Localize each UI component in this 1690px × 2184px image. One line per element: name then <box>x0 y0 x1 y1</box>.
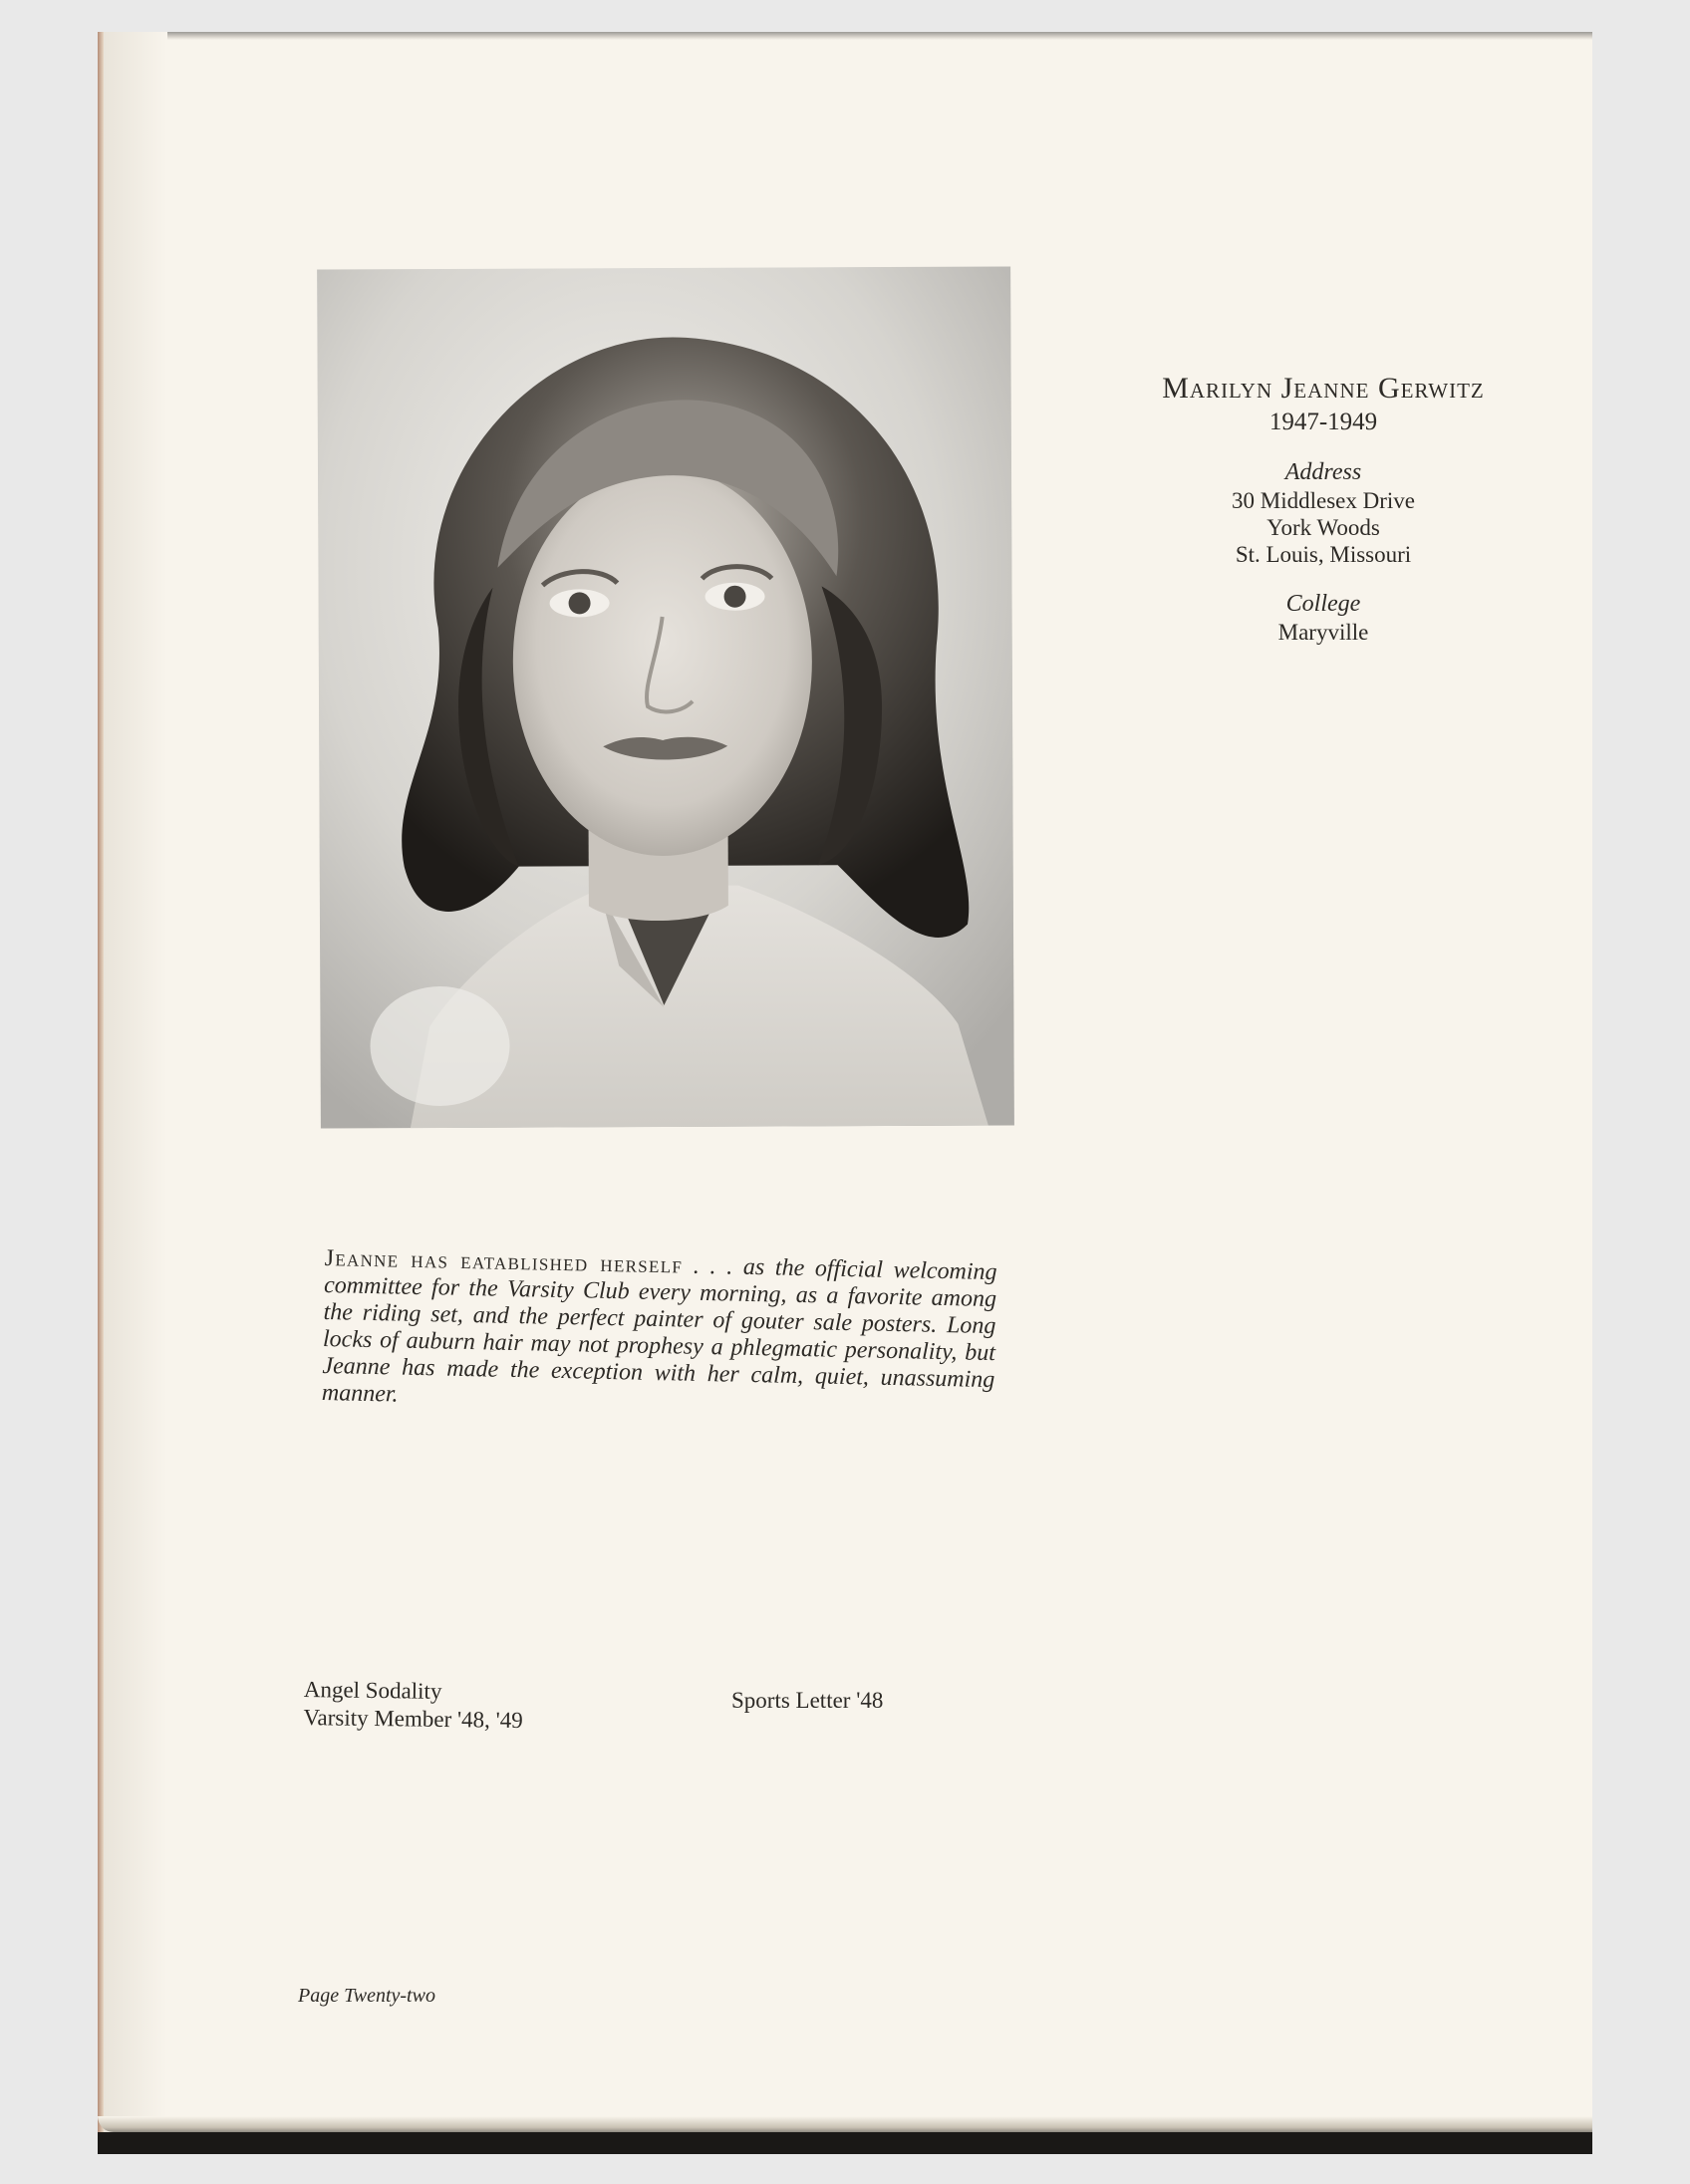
activity-item: Varsity Member '48, '49 <box>303 1704 523 1734</box>
page-gutter-shadow <box>104 32 167 2132</box>
address-label: Address <box>1284 459 1362 485</box>
attendance-years: 1947-1949 <box>1268 409 1378 435</box>
activities-right-column <box>731 1687 883 1715</box>
address-line-3: St. Louis, Missouri <box>1235 541 1412 567</box>
page-bottom-edge <box>98 2116 1592 2132</box>
college-label: College <box>1285 590 1361 617</box>
student-name: Marilyn Jeanne Gerwitz <box>1162 372 1485 405</box>
portrait-illustration <box>317 266 1014 1128</box>
address-line-1: 30 Middlesex Drive <box>1232 487 1415 513</box>
yearbook-page <box>98 32 1592 2132</box>
college-name: Maryville <box>1277 619 1369 645</box>
student-portrait-photo <box>317 266 1014 1128</box>
blurb-lead-in: Jeanne has eatablished herself <box>324 1245 684 1279</box>
activity-item: Angel Sodality <box>303 1676 442 1704</box>
address-line-2: York Woods <box>1267 514 1380 540</box>
student-blurb <box>322 1245 997 1421</box>
activity-item: Sports Letter '48 <box>731 1688 884 1713</box>
activities-left-column <box>303 1676 523 1735</box>
scanned-page-frame <box>98 32 1592 2154</box>
student-info-block <box>1114 371 1533 646</box>
page-top-edge <box>98 32 1592 40</box>
page-number: Page Twenty-two <box>298 1985 435 2007</box>
blurb-body: . . . as the official welcoming committee for the Varsity Club every morning, as a favorite among the riding set, and the perfect painter of gouter sale posters. Long locks of auburn hair may not prophesy a phlegmatic personality, but Jeanne has made the exception with her calm, quiet, unassuming manner. <box>321 1252 997 1408</box>
